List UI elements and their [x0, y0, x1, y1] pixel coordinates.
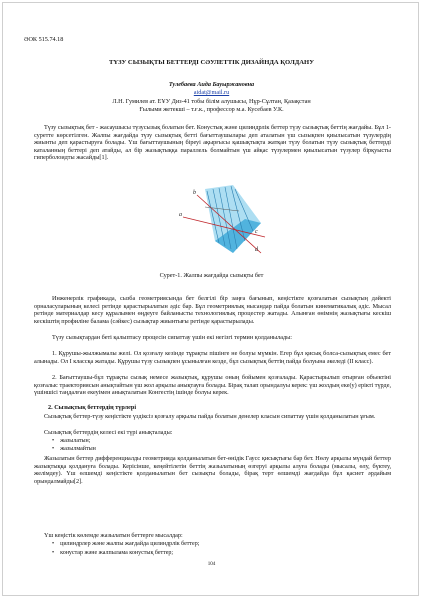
paragraph-6: Жазылатын беттер дифференциалды геометрияда қолданылатын бет-өнідік Гаусс қисықтығы бар бет. Нөлу арқылы мүндай беттер жазықтыққа қолдануға болады. Керісінше, кеңейтілетін беттің жазылатының өзгеруі арқылы алуға болады (мысалы, өлу, бүктеу, желімдеу). Үш өлшемді кеңістікте қолданылатын бет сызықты болады, бірақ терт өлшемді жағдайда бұл қасиет әрдайым орындалмайды[2].: [34, 455, 391, 485]
type-bullet-1: [52, 438, 90, 445]
paragraph-5: Сызықтық беттердің келесі екі түрі анықталады:: [44, 429, 173, 436]
bullet-dot-icon: •: [52, 541, 61, 547]
list-item-2: 2. Бағыттаушы-бұл тұрақты сызық немесе жазықтық, құрушы оның бойымен қозғалады. Қарастырылып отырған объектіні қозғалыс траекториясын анықтайтын үш жол арқылы анықтауға болады. Бірақ талап орындалуы керек: үш жолдың еке(у) ерікті түрде, үшіншісі таңдалған екеуімен анықталатын Конгестің ішінде болуы керек.: [34, 374, 391, 397]
section-heading: 2. Сызықтық беттердің түрлері: [48, 404, 137, 411]
paragraph-3: Түзу сызықтардан беті қалыптасу процесін сипаттау үшін екі негізгі термин қолданылады:: [52, 334, 293, 341]
paper-title: ТҮЗУ СЫЗЫҚТЫ БЕТТЕРДІ СӘУЛЕТТІК ДИЗАЙНДА ҚОЛДАНУ: [108, 59, 315, 66]
label-b: b: [193, 190, 196, 196]
bullet-dot-icon: •: [52, 446, 61, 452]
figure-ruled-surface: [175, 183, 267, 265]
type-item-2: жазылмайтын: [60, 446, 96, 452]
example-bullet-1: [52, 541, 199, 548]
label-c: c: [255, 229, 258, 235]
bullet-dot-icon: •: [52, 438, 61, 444]
author-name: Тулебаева Аида Бауыржановна: [168, 81, 255, 88]
paragraph-2: Инженерлік графикада, сызба геометриясында бет белгілі бір заңға бағынып, кеңістікте қозғалатын сызықтың дәйекті орналасуларының келесі ретінде қарастырылатын әдіс бар. Бұл геометриялық нысандар пайда болатын кинематикалық әдіс. Мысал ретінде материалдар кесу құралымен өңдеуге байланысты технологиялық процестер жатады. Алынған өнімнің жазықтығы кескіш кескіштің профиліне балама (сәйкес) сызықтар жиынтығы ретінде қарастырылады.: [34, 295, 391, 325]
label-a: a: [179, 212, 182, 218]
example-item-2: конустар және жалпылама конустық беттер;: [60, 550, 174, 556]
page-number: 104: [207, 562, 216, 567]
list-item-1: 1. Құрушы-жылжымалы желі. Ол қозғалу кезінде тұрақты пішінге не болуы мүмкін. Егер бұл қисық болса-сызықтық емес бет алынады. Ол I классқа жатады. Құрушы түзу сызықпен ұсынылған кезде, бұл сызықтық беттің пайда болуына әкеледі (II класс).: [34, 350, 391, 365]
paragraph-7: Үш кеңістік көлемде жазылатын беттерге мысалдар:: [44, 532, 183, 539]
type-bullet-2: [52, 446, 96, 453]
udc-code: ӘОК 515.74.18: [24, 36, 64, 43]
label-d: d: [255, 247, 258, 253]
figure-caption: Сурет-1. Жалпы жағдайда сызықты бет: [159, 272, 264, 279]
intro-paragraph: Түзу сызықтық бет - жасаушысы түзусызық болатын бет. Конустық және цилиндрлік беттер түзу сызықтық беттің жағдайы. Бұл 1-суретте көрсетілген. Жалпы жағдайда түзу сызықтық бетті бағыттаушылары деп аталатын үш сызықпен қиылысатын түзулердің жиынты деп қарастыруға болады. Үш бағыттаушының біреуі ақырғысы қашықтықта жатқан түзу болатын түзу сызықтық беттерді каталанның беттері деп атайды, ал бір жазықтыққа параллель болмайтын үш айқас түзулермен қиылысатын түзулер бірқуысты гиперболоидты жасайды[1].: [34, 124, 391, 162]
bullet-dot-icon: •: [52, 550, 61, 556]
author-affiliation: Л.Н. Гумилев ат. ЕҰУ Диз-41 тобы білім алушысы, Нұр-Сұлтан, Қазақстан: [112, 98, 311, 105]
type-item-1: жазылатын;: [60, 438, 91, 444]
ruled-surface-illustration: [175, 183, 267, 265]
example-item-1: цилиндрлер және жалпы жағдайда цилиндрлік беттер;: [60, 541, 200, 547]
example-bullet-2: [52, 550, 173, 557]
advisor-line: Ғылыми жетекші – т.ғ.к., профессор м.а. Кусебаев У.К.: [139, 106, 284, 113]
author-email-link[interactable]: aidat@mail.ru: [193, 89, 230, 96]
paragraph-4: Сызықтық беттер-түзу кеңістікте үздіксіз қозғалу арқылы пайда болатын денелер класын сипаттау үшін қолданылатын ұғым.: [44, 413, 376, 420]
